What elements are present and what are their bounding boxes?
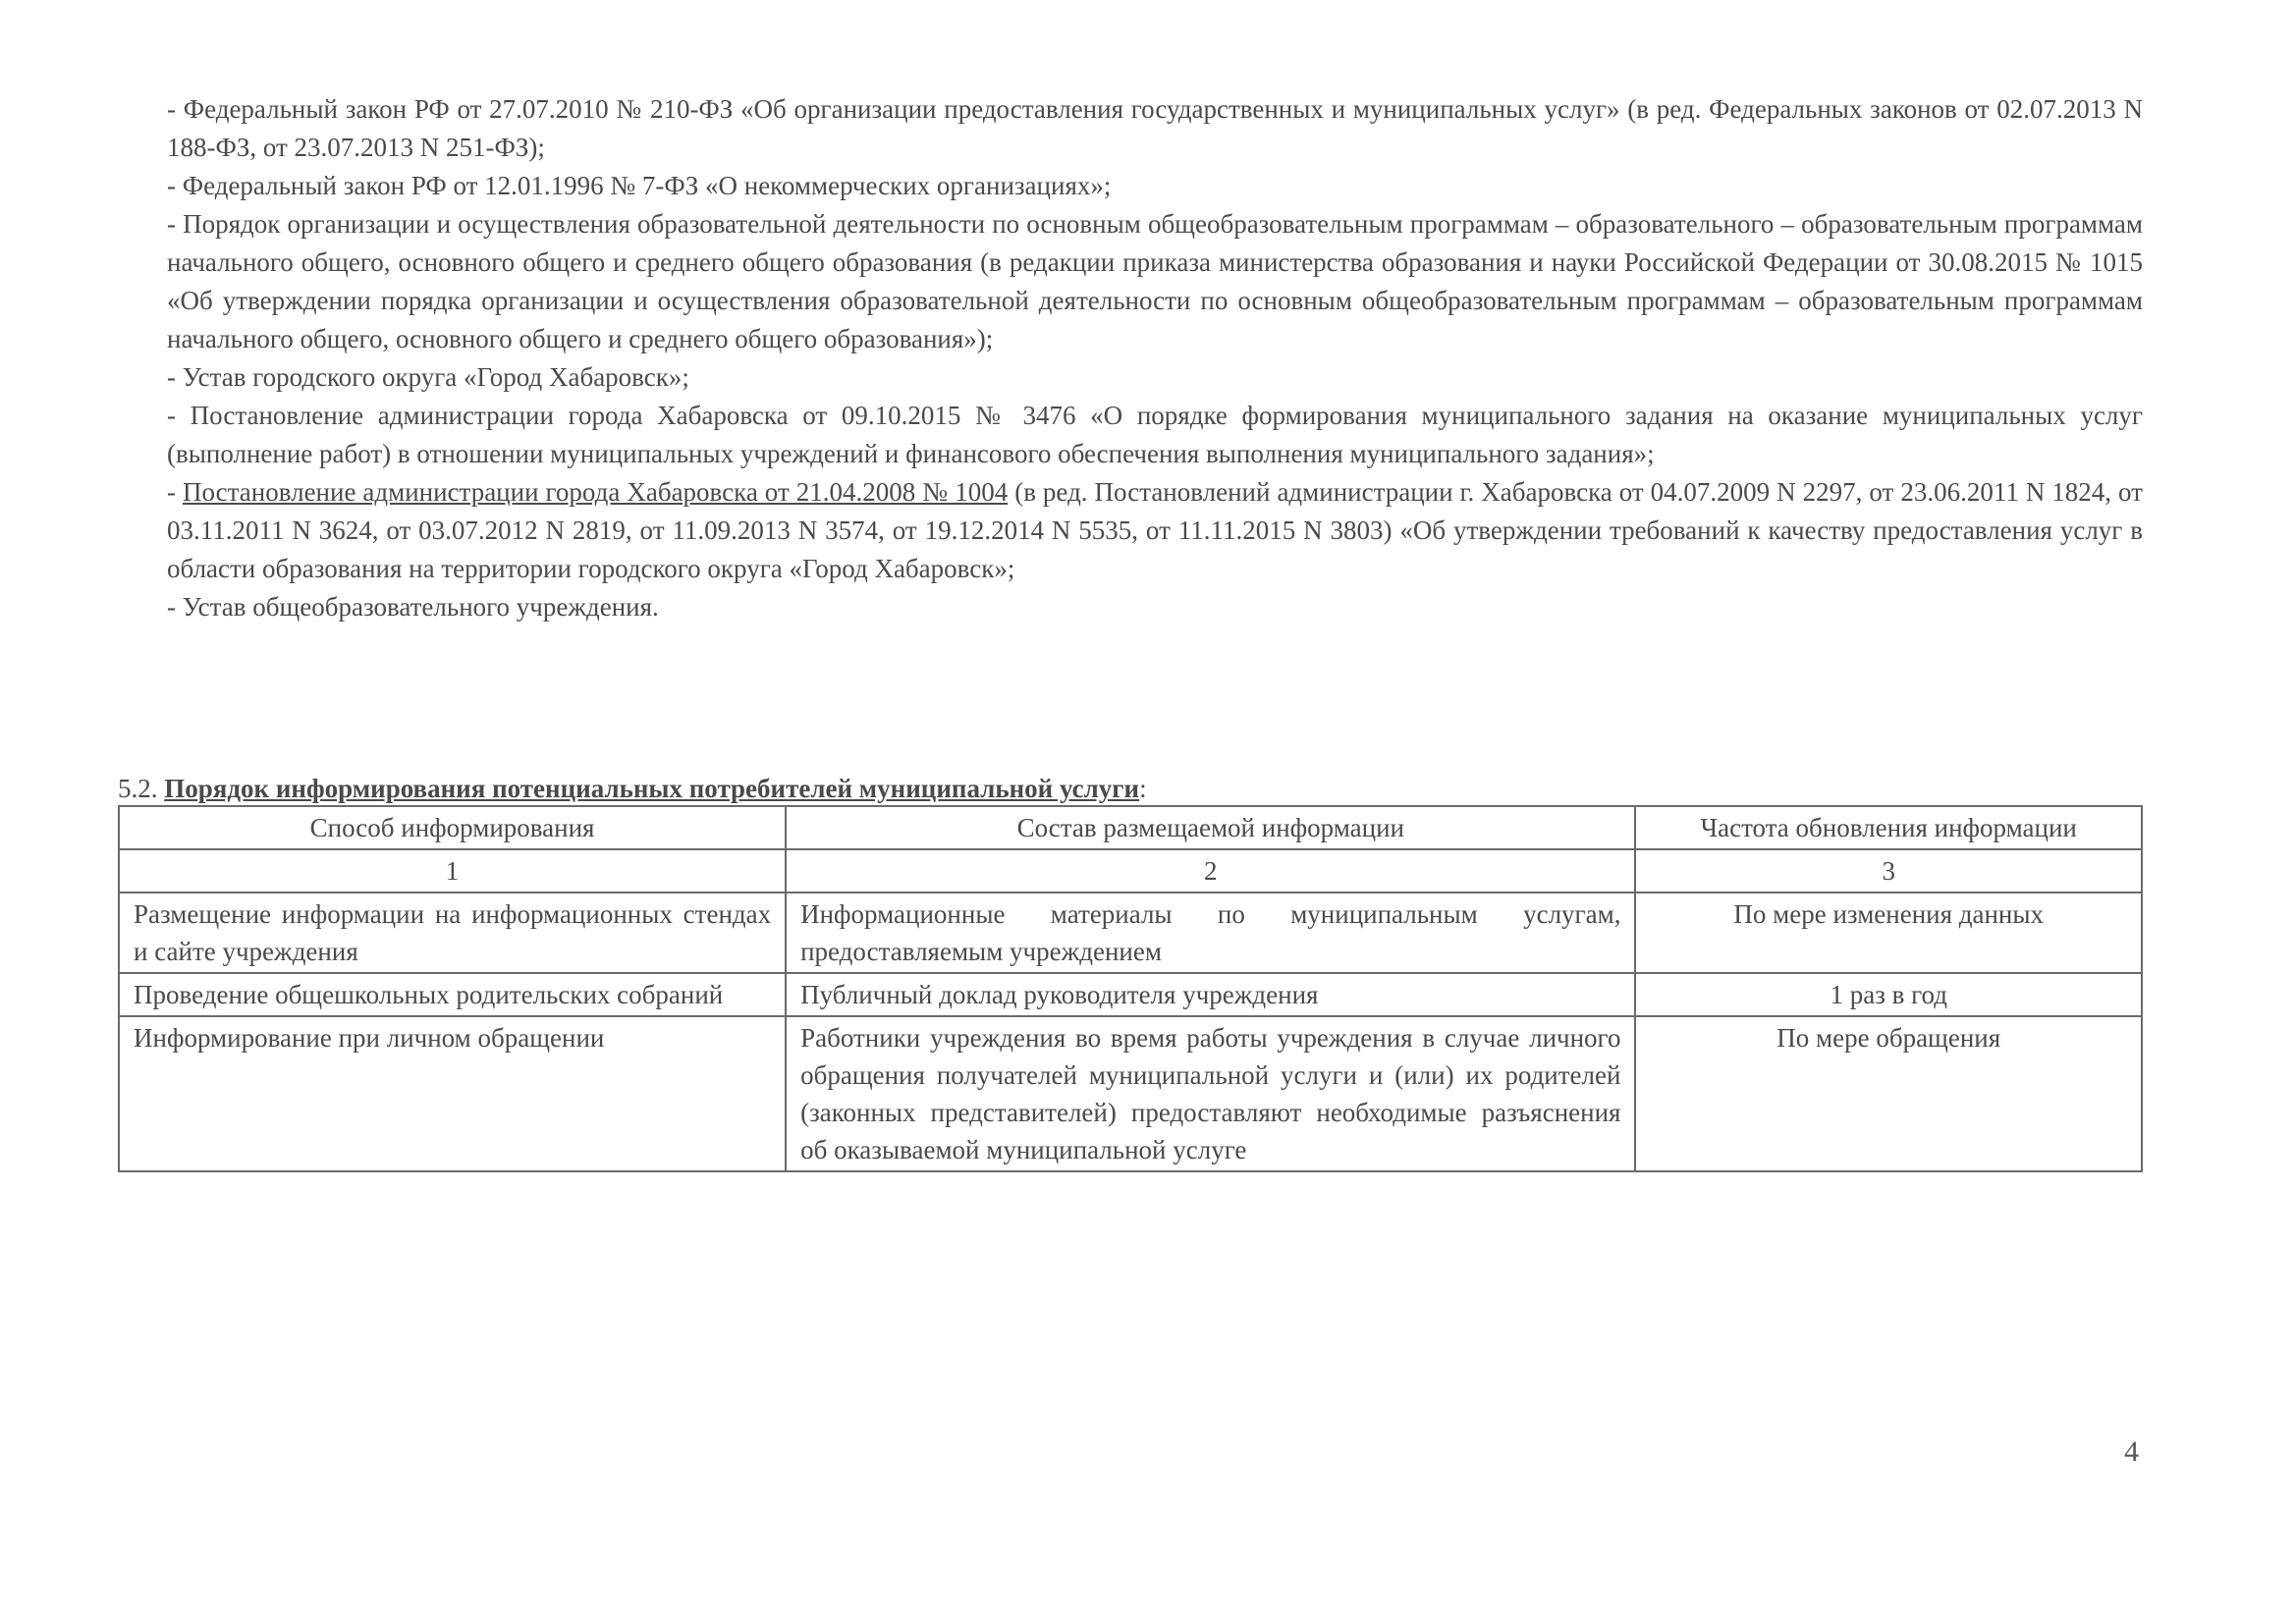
list-item-rest: (в ред. Постановлений администрации г. Хабаровска от 04.07.2009 N 2297, от 23.06.2011 N 1824, от 03.11.2011 N 3624, от 03.07.2012 N 2819, от 11.09.2013 N 3574, от 19.12.2014 N 5535, от 11.11.2015 N 3803) «Об утверждении требований к качеству предоставления услуг в области образования на территории городского округа «Город Хабаровск»;	[167, 477, 2143, 583]
list-item: - Постановление администрации города Хабаровска от 09.10.2015 № 3476 «О порядке формирования муниципального задания на оказание муниципальных услуг (выполнение работ) в отношении муниципальных учреждений и финансового обеспечения выполнения муниципального задания»;	[167, 401, 2143, 468]
list-item: - Устав городского округа «Город Хабаровск»;	[167, 362, 689, 392]
table-header-row	[119, 806, 2142, 849]
table-row	[119, 973, 2142, 1016]
header-content: Состав размещаемой информации	[786, 806, 1635, 849]
column-number: 2	[786, 849, 1635, 893]
cell-content: Работники учреждения во время работы учреждения в случае личного обращения получателей муниципальной услуги и (или) их родителей (законных представителей) предоставляют необходимые разъяснения об оказываемой муниципальной услуге	[786, 1016, 1635, 1171]
table-row	[119, 893, 2142, 973]
section-number: 5.2.	[118, 774, 165, 803]
cell-method: Информирование при личном обращении	[119, 1016, 786, 1171]
resolution-link: Постановление администрации города Хабаровска от 21.04.2008 № 1004	[182, 477, 1009, 507]
list-item-prefix: -	[167, 477, 183, 507]
table-row	[119, 1016, 2142, 1171]
section-suffix: :	[1139, 774, 1147, 803]
section-heading	[118, 772, 1147, 805]
column-number: 1	[119, 849, 786, 893]
column-number: 3	[1635, 849, 2142, 893]
cell-content: Публичный доклад руководителя учреждения	[786, 973, 1635, 1016]
list-item: - Федеральный закон РФ от 12.01.1996 № 7-ФЗ «О некоммерческих организациях»;	[167, 171, 1112, 200]
cell-method: Размещение информации на информационных стендах и сайте учреждения	[119, 893, 786, 973]
section-title: Порядок информирования потенциальных потребителей муниципальной услуги	[164, 774, 1140, 803]
cell-method: Проведение общешкольных родительских собраний	[119, 973, 786, 1016]
list-item	[167, 473, 2143, 588]
list-item: - Порядок организации и осуществления образовательной деятельности по основным общеобразовательным программам – образовательного – образовательным программам начального общего, основного общего и среднего общего образования (в редакции приказа министерства образования и науки Российской Федерации от 30.08.2015 № 1015 «Об утверждении порядка организации и осуществления образовательной деятельности по основным общеобразовательным программам – образовательным программам начального общего, основного общего и среднего общего образования»);	[167, 209, 2143, 353]
list-item: - Федеральный закон РФ от 27.07.2010 № 210-ФЗ «Об организации предоставления государственных и муниципальных услуг» (в ред. Федеральных законов от 02.07.2013 N 188-ФЗ, от 23.07.2013 N 251-ФЗ);	[167, 94, 2143, 162]
page-number: 4	[2124, 1435, 2139, 1468]
list-item: - Устав общеобразовательного учреждения.	[167, 592, 659, 622]
cell-frequency: По мере изменения данных	[1635, 893, 2142, 973]
table-number-row	[119, 849, 2142, 893]
legal-basis-list	[167, 90, 2143, 626]
header-frequency: Частота обновления информации	[1635, 806, 2142, 849]
cell-frequency: 1 раз в год	[1635, 973, 2142, 1016]
cell-content: Информационные материалы по муниципальным услугам, предоставляемым учреждением	[786, 893, 1635, 973]
cell-frequency: По мере обращения	[1635, 1016, 2142, 1171]
header-method: Способ информирования	[119, 806, 786, 849]
information-table	[118, 805, 2143, 1172]
